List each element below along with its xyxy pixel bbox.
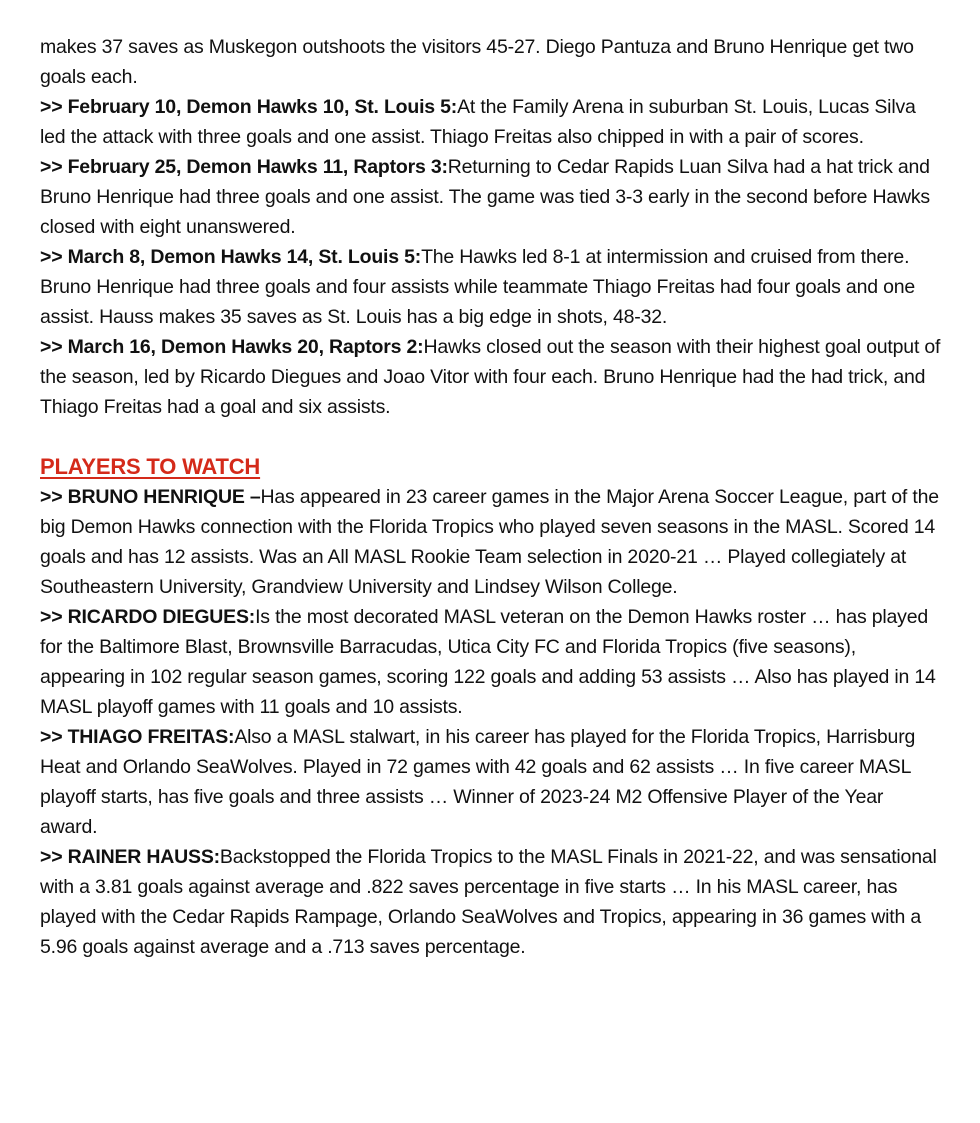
section-spacer <box>40 422 945 452</box>
player-text: Is the most decorated MASL veteran on the Demon Hawks roster … has played for the Baltimore Blast, Brownsville Barracudas, Utica City FC and Florida Tropics (five seasons), appearing in 102 regular season games, scoring 122 goals and adding 53 assists … Also has played in 14 MASL playoff games with 11 goals and 10 assists. <box>40 606 936 718</box>
recap-lead: >> February 10, Demon Hawks 10, St. Louis 5: <box>40 96 458 118</box>
recap-paragraph <box>40 332 945 422</box>
player-text: Backstopped the Florida Tropics to the MASL Finals in 2021-22, and was sensational with a 3.81 goals against average and .822 saves percentage in five starts … In his MASL career, has played with the Cedar Rapids Rampage, Orlando SeaWolves and Tropics, appearing in 36 games with a 5.96 goals against average and a .713 saves percentage. <box>40 846 937 958</box>
recap-paragraph <box>40 92 945 152</box>
player-paragraph <box>40 842 945 962</box>
player-paragraph <box>40 482 945 602</box>
player-lead: >> RICARDO DIEGUES: <box>40 606 256 628</box>
recap-paragraph <box>40 152 945 242</box>
recap-text: Returning to Cedar Rapids Luan Silva had a hat trick and Bruno Henrique had three goals and one assist. The game was tied 3-3 early in the second before Hawks closed with eight unanswered. <box>40 156 930 238</box>
player-lead: >> BRUNO HENRIQUE – <box>40 486 261 508</box>
document-page <box>40 32 945 962</box>
intro-paragraph: makes 37 saves as Muskegon outshoots the visitors 45-27. Diego Pantuza and Bruno Henrique get two goals each. <box>40 36 914 88</box>
recap-lead: >> March 16, Demon Hawks 20, Raptors 2: <box>40 336 424 358</box>
player-text: Also a MASL stalwart, in his career has played for the Florida Tropics, Harrisburg Heat and Orlando SeaWolves. Played in 72 games with 42 goals and 62 assists … In five career MASL playoff starts, has five goals and three assists … Winner of 2023-24 M2 Offensive Player of the Year award. <box>40 726 916 838</box>
player-text: Has appeared in 23 career games in the Major Arena Soccer League, part of the big Demon Hawks connection with the Florida Tropics who played seven seasons in the MASL. Scored 14 goals and has 12 assists. Was an All MASL Rookie Team selection in 2020-21 … Played collegiately at Southeastern University, Grandview University and Lindsey Wilson College. <box>40 486 939 598</box>
recap-paragraph <box>40 242 945 332</box>
recap-text: Hawks closed out the season with their highest goal output of the season, led by Ricardo Diegues and Joao Vitor with four each. Bruno Henrique had the had trick, and Thiago Freitas had a goal and six assists. <box>40 336 941 418</box>
recap-text: The Hawks led 8-1 at intermission and cruised from there. Bruno Henrique had three goals and four assists while teammate Thiago Freitas had four goals and one assist. Hauss makes 35 saves as St. Louis has a big edge in shots, 48-32. <box>40 246 916 328</box>
player-lead: >> THIAGO FREITAS: <box>40 726 235 748</box>
recap-lead: >> February 25, Demon Hawks 11, Raptors 3: <box>40 156 448 178</box>
players-to-watch-heading: PLAYERS TO WATCH <box>40 454 261 479</box>
recap-lead: >> March 8, Demon Hawks 14, St. Louis 5: <box>40 246 422 268</box>
player-paragraph <box>40 722 945 842</box>
recap-text: At the Family Arena in suburban St. Louis, Lucas Silva led the attack with three goals and one assist. Thiago Freitas also chipped in with a pair of scores. <box>40 96 916 148</box>
player-lead: >> RAINER HAUSS: <box>40 846 220 868</box>
player-paragraph <box>40 602 945 722</box>
